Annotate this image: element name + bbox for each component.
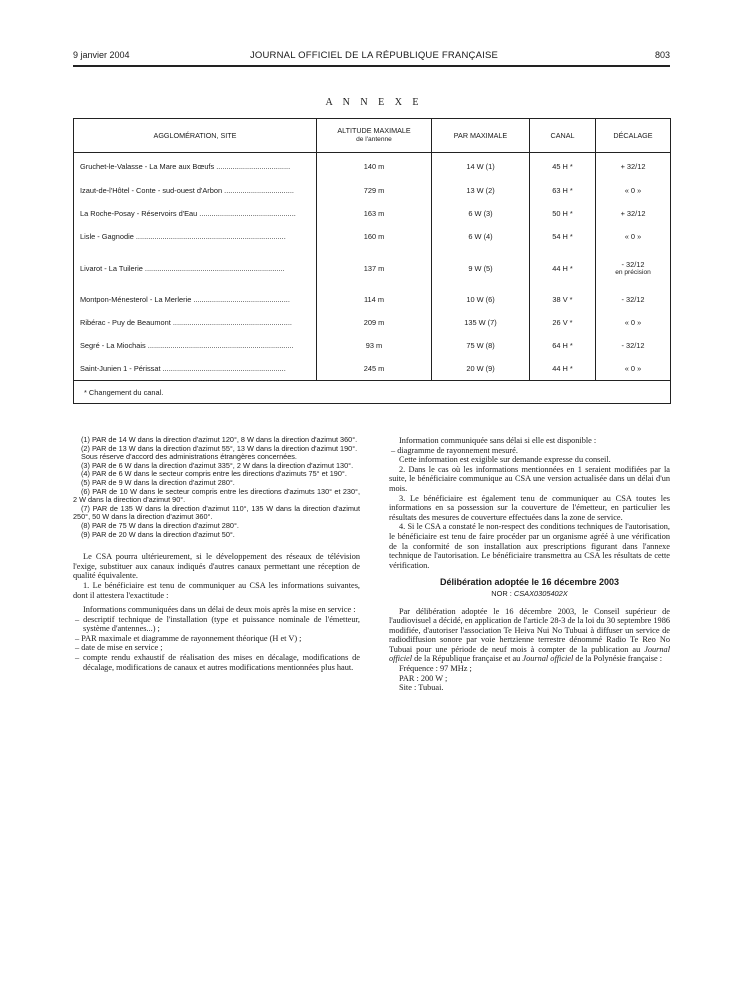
site-line: Site : Tubuai.: [399, 683, 444, 693]
cell-decalage: + 32/12: [596, 153, 671, 180]
paragraph: 4. Si le CSA a constaté le non-respect des conditions techniques de l'autorisation, le bénéficiaire est tenu de faire procéder par un organisme agréé à une vérification de la conformité de son installation aux prescriptions figurant dans l'annexe technique de l'autorisation. Le bénéficiaire transmettra au CSA les résultats de cette vérification.: [389, 522, 670, 570]
cell-altitude: 140 m: [317, 153, 432, 180]
paragraph: 2. Dans le cas où les informations mentionnées en 1 seraient modifiées par la suite, le bénéficiaire communique au CSA une version actualisée dans un délai d'un mois.: [389, 464, 670, 493]
annexe-title: A N N E X E: [325, 97, 423, 108]
cell-canal: 50 H *: [530, 202, 596, 225]
footnote: (6) PAR de 10 W dans le secteur compris entre les directions d'azimuts 130° et 230°, 2 W dans la direction d'azimut 90°.: [73, 486, 360, 505]
header-altitude-label: ALTITUDE MAXIMALE: [337, 126, 411, 135]
header-page-number: 803: [654, 50, 670, 60]
cell-par: 6 W (4): [432, 225, 530, 248]
cell-par: 20 W (9): [432, 357, 530, 381]
table-row: [74, 357, 671, 381]
cell-site: Montpon-Ménesterol - La Merlerie ...............................................: [74, 288, 317, 311]
paragraph-text: de la République française et au: [414, 654, 521, 664]
list-item: – compte rendu exhaustif de réalisation des mises en décalage, modifications de décalage, modifications de canaux et autres modifications mentionnées plus haut.: [75, 653, 360, 672]
table-row: [74, 288, 671, 311]
paragraph: Le CSA pourra ultérieurement, si le développement des réseaux de télévision l'exige, substituer aux canaux indiqués d'autres canaux permettant une réception de qualité équivalente.: [73, 552, 360, 581]
journal-officiel-ref: Journal officiel: [522, 654, 574, 664]
header-canal: CANAL: [530, 119, 596, 153]
footnote: (3) PAR de 6 W dans la direction d'azimut 335°, 2 W dans la direction d'azimut 130°.: [81, 460, 354, 470]
cell-decalage-value: - 32/12: [621, 259, 645, 269]
cell-decalage: « 0 »: [596, 225, 671, 248]
left-column: [73, 436, 360, 672]
cell-decalage: [596, 248, 671, 288]
cell-canal: 45 H *: [530, 153, 596, 180]
paragraph-text: Par délibération adoptée le 16 décembre 2003, le Conseil supérieur de l'audiovisuel a décidé, en application de l'article 28-3 de la loi du 30 septembre 1986 modifiée, d'autoriser l'association Te Heiva Nui No Tubuai à diffuser un service de radiodiffusion sonore par voie hertzienne terrestre dénommé Radio Te Reo No Tubuai pour une période de neuf mois à compter de la publication au: [389, 606, 670, 654]
cell-site: Segré - La Miochais .......................................................................: [74, 334, 317, 357]
cell-altitude: 93 m: [317, 334, 432, 357]
cell-decalage: - 32/12: [596, 288, 671, 311]
cell-canal: 44 H *: [530, 248, 596, 288]
cell-altitude: 209 m: [317, 311, 432, 334]
footnote: (5) PAR de 9 W dans la direction d'azimut 280°.: [81, 477, 235, 487]
cell-canal: 54 H *: [530, 225, 596, 248]
table-footnote: * Changement du canal.: [74, 381, 671, 404]
table-row: [74, 248, 671, 288]
cell-par: 14 W (1): [432, 153, 530, 180]
cell-altitude: 163 m: [317, 202, 432, 225]
cell-altitude: 160 m: [317, 225, 432, 248]
cell-canal: 38 V *: [530, 288, 596, 311]
paragraph: Informations communiquées dans un délai de deux mois après la mise en service :: [83, 605, 356, 615]
deliberation-title: Délibération adoptée le 16 décembre 2003: [439, 577, 620, 588]
table-row: [74, 311, 671, 334]
list-item: – PAR maximale et diagramme de rayonnement théorique (H et V) ;: [75, 633, 302, 643]
cell-altitude: 729 m: [317, 179, 432, 202]
footnote: (8) PAR de 75 W dans la direction d'azimut 280°.: [81, 520, 239, 530]
header-title: JOURNAL OFFICIEL DE LA RÉPUBLIQUE FRANÇAISE: [249, 50, 499, 61]
header-rule: [73, 65, 670, 67]
table-row: [74, 179, 671, 202]
paragraph: Information communiquée sans délai si elle est disponible :: [399, 436, 597, 445]
right-column: [389, 436, 670, 693]
table-row: [74, 225, 671, 248]
cell-site: Lisle - Gagnodie .........................................................................: [74, 225, 317, 248]
cell-canal: 26 V *: [530, 311, 596, 334]
cell-decalage: « 0 »: [596, 311, 671, 334]
paragraph: 1. Le bénéficiaire est tenu de communiquer au CSA les informations suivantes, dont il attestera l'exactitude :: [73, 580, 360, 600]
journal-officiel-ref: Journal officiel: [389, 644, 670, 664]
cell-decalage: - 32/12: [596, 334, 671, 357]
cell-site: La Roche-Posay - Réservoirs d'Eau ...............................................: [74, 202, 317, 225]
frequency-line: Fréquence : 97 MHz ;: [399, 664, 472, 674]
cell-canal: 44 H *: [530, 357, 596, 381]
cell-site: Ribérac - Puy de Beaumont ..........................................................: [74, 311, 317, 334]
cell-par: 135 W (7): [432, 311, 530, 334]
table-row: [74, 202, 671, 225]
cell-canal: 63 H *: [530, 179, 596, 202]
cell-decalage-note: en précision: [615, 268, 651, 276]
table-header-row: [74, 119, 671, 153]
list-item: – descriptif technique de l'installation (type et puissance nominale de l'émetteur, système d'antennes...) ;: [75, 614, 360, 634]
cell-altitude: 137 m: [317, 248, 432, 288]
cell-par: 13 W (2): [432, 179, 530, 202]
cell-decalage: + 32/12: [596, 202, 671, 225]
cell-site: Livarot - La Tuilerie ....................................................................: [74, 248, 317, 288]
cell-altitude: 114 m: [317, 288, 432, 311]
header-par: PAR MAXIMALE: [432, 119, 530, 153]
cell-decalage: « 0 »: [596, 179, 671, 202]
cell-site: Izaut-de-l'Hôtel - Conte - sud-ouest d'Arbon ..................................: [74, 179, 317, 202]
par-line: PAR : 200 W ;: [399, 673, 448, 683]
nor-reference: [389, 589, 670, 599]
footnote: (7) PAR de 135 W dans la direction d'azimut 110°, 135 W dans la direction d'azimut 250°, 50 W dans la direction d'azimut 360°.: [73, 503, 360, 522]
footnotes: [73, 436, 360, 539]
table-footnote-row: [74, 381, 671, 404]
list-item: – diagramme de rayonnement mesuré.: [391, 445, 518, 455]
footnote: (2) PAR de 13 W dans la direction d'azimut 55°, 13 W dans la direction d'azimut 190°.: [81, 443, 358, 453]
header-site: AGGLOMÉRATION, SITE: [74, 119, 317, 153]
footnote: (1) PAR de 14 W dans la direction d'azimut 120°, 8 W dans la direction d'azimut 360°.: [81, 435, 358, 444]
header-decalage: DÉCALAGE: [596, 119, 671, 153]
footnote: (4) PAR de 6 W dans le secteur compris entre les directions d'azimuts 75° et 190°.: [81, 469, 347, 479]
cell-canal: 64 H *: [530, 334, 596, 357]
annex-table: [73, 118, 671, 404]
list-item: – date de mise en service ;: [75, 643, 163, 653]
cell-site: Saint-Junien 1 - Périssat ............................................................: [74, 357, 317, 381]
cell-par: 9 W (5): [432, 248, 530, 288]
header-altitude-sub: de l'antenne: [356, 136, 392, 143]
cell-par: 6 W (3): [432, 202, 530, 225]
table-row: [74, 334, 671, 357]
header-altitude: [317, 119, 432, 153]
nor-code: CSAX0305402X: [513, 588, 568, 598]
cell-altitude: 245 m: [317, 357, 432, 381]
cell-par: 10 W (6): [432, 288, 530, 311]
paragraph-text: de la Polynésie française :: [575, 654, 663, 664]
nor-label: NOR :: [491, 588, 512, 598]
cell-par: 75 W (8): [432, 334, 530, 357]
header-date: 9 janvier 2004: [73, 50, 130, 60]
paragraph: 3. Le bénéficiaire est également tenu de communiquer au CSA toutes les informations en sa possession sur la couverture de l'émetteur, en particulier les résultats des mesures de couverture effectuées dans la zone de service.: [389, 493, 670, 522]
footnote: Sous réserve d'accord des administrations étrangères concernées.: [81, 452, 297, 462]
paragraph: [389, 607, 670, 665]
footnote: (9) PAR de 20 W dans la direction d'azimut 50°.: [81, 529, 235, 539]
paragraph: Cette information est exigible sur demande expresse du conseil.: [399, 455, 611, 465]
table-row: [74, 153, 671, 180]
cell-site: Gruchet-le-Valasse - La Mare aux Bœufs ....................................: [74, 153, 317, 180]
cell-decalage: « 0 »: [596, 357, 671, 381]
